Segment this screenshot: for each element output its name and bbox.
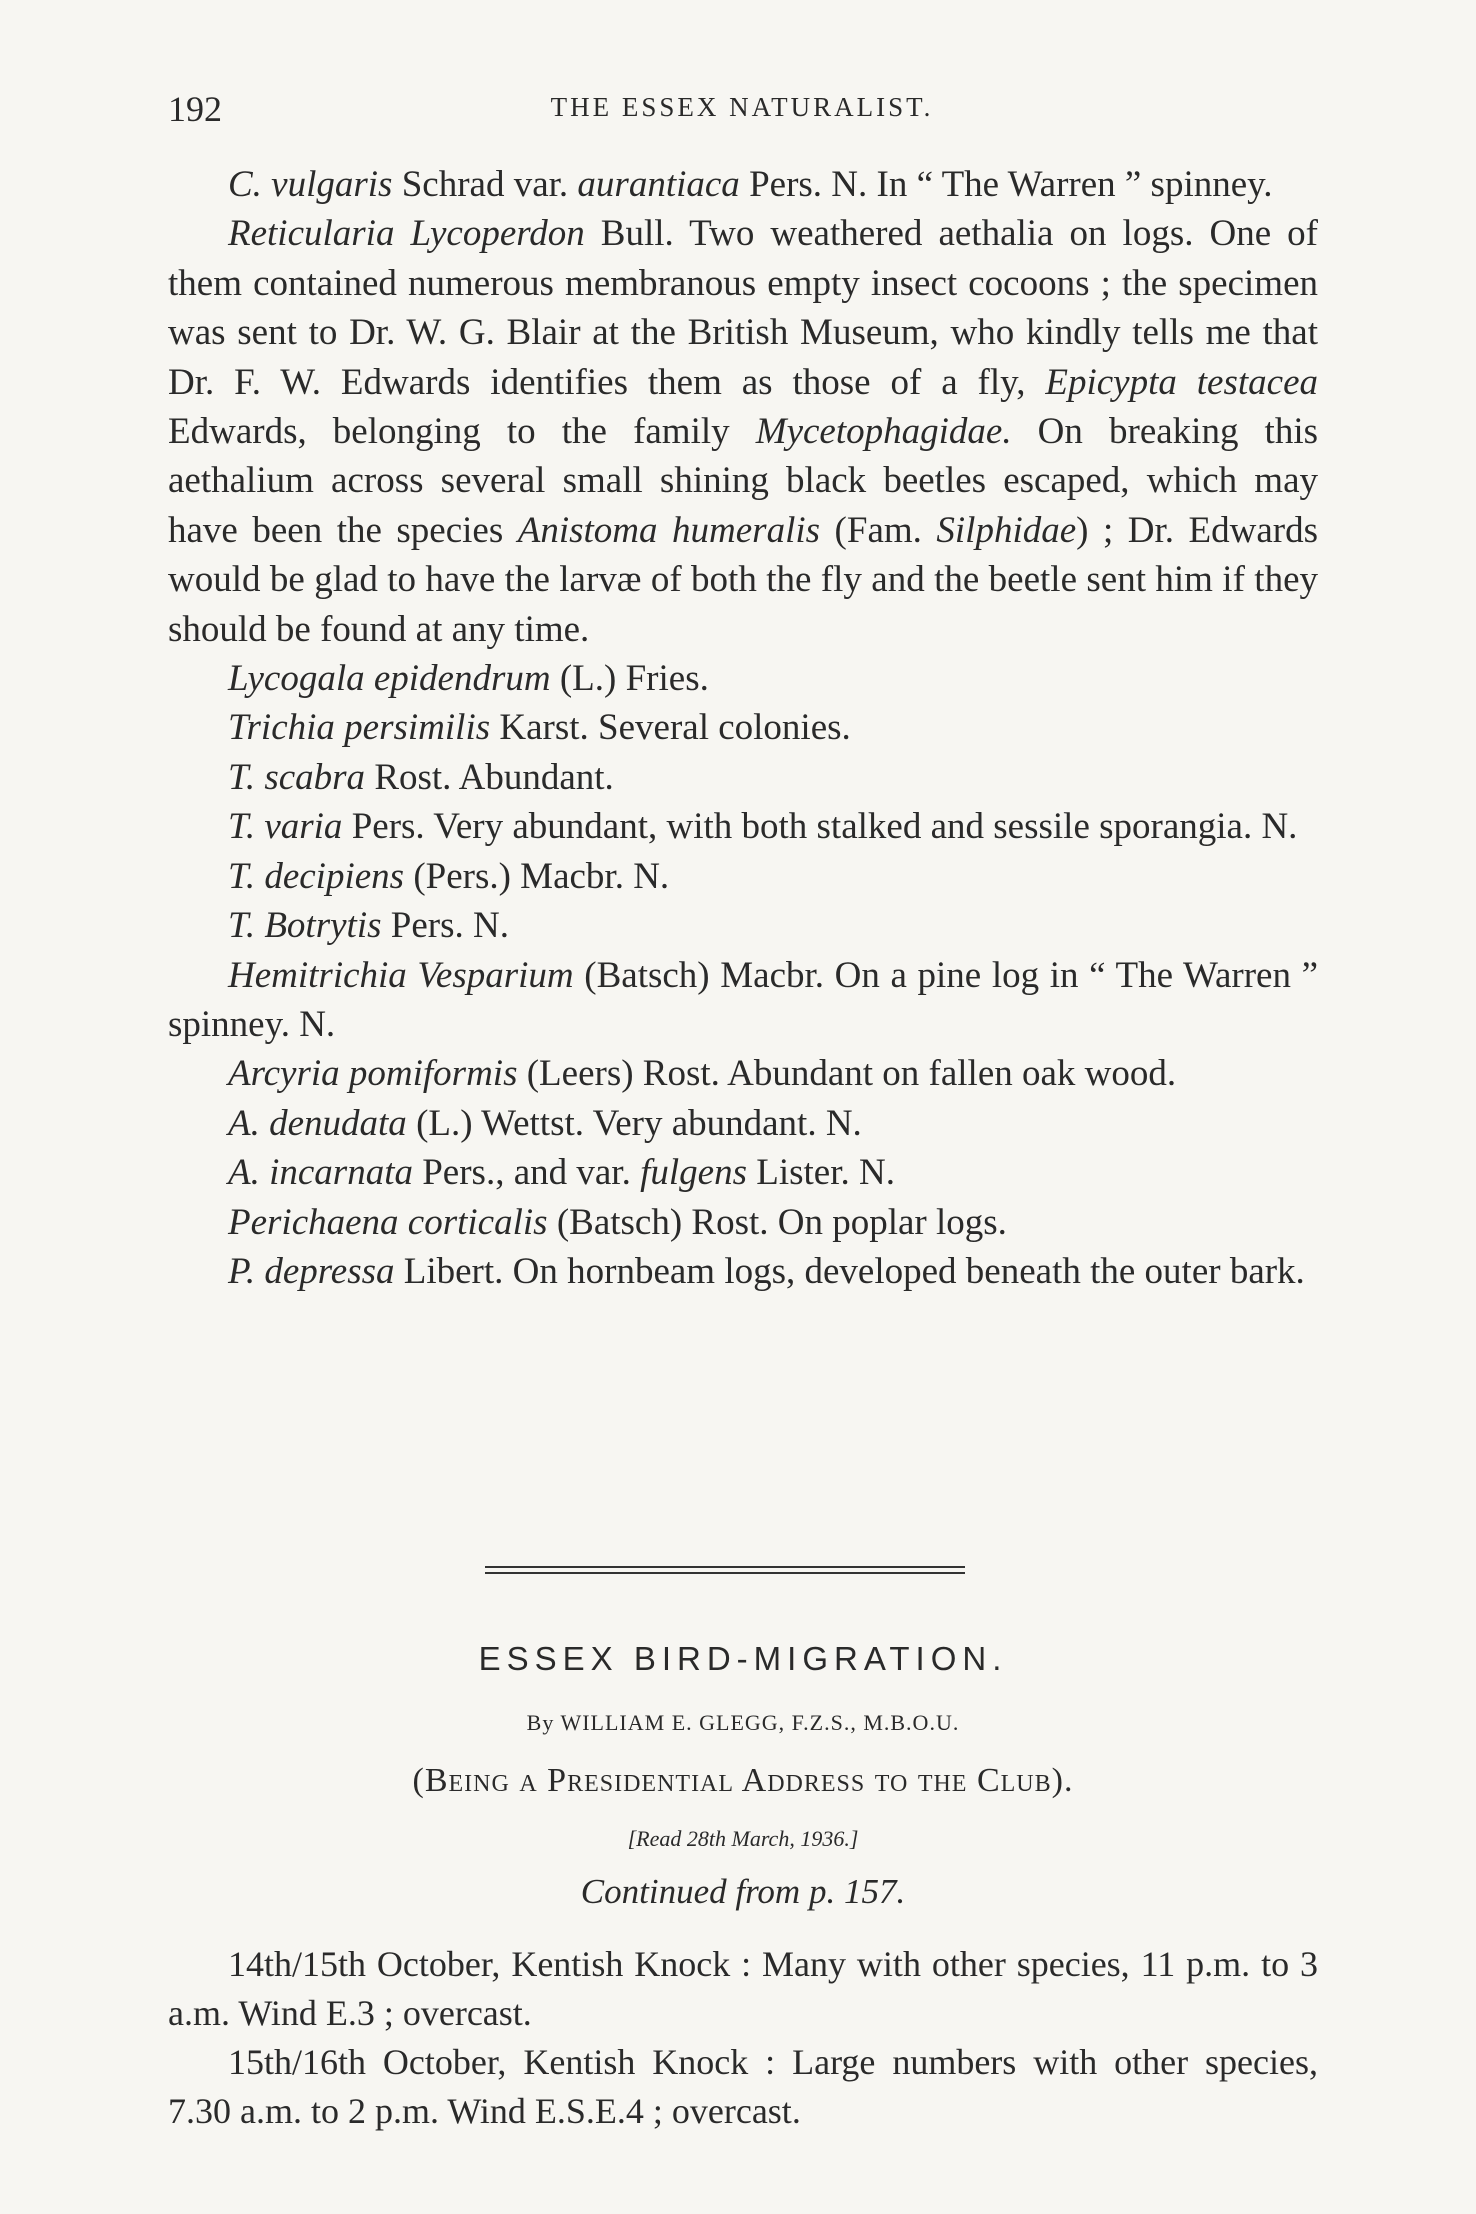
species-list bbox=[168, 160, 1318, 1296]
article-byline: By WILLIAM E. GLEGG, F.Z.S., M.B.O.U. bbox=[526, 1710, 960, 1735]
species-entry: T. scabra Rost. Abundant. bbox=[228, 756, 614, 798]
species-entry: T. varia Pers. Very abundant, with both stalked and sessile sporangia. N. bbox=[228, 806, 1298, 848]
species-entry: Reticularia Lycoperdon Bull. Two weathered aethalia on logs. One of them contained numerous membranous empty insect cocoons ; the specimen was sent to Dr. W. G. Blair at the British Museum, who kindly tells me that Dr. F. W. Edwards identifies them as those of a fly, Epicypta testacea Edwards, belonging to the family Mycetophagidae. On breaking this aethalium across several small shining black beetles escaped, which may have been the species Anistoma humeralis (Fam. Silphidae) ; Dr. Edwards would be glad to have the larvæ of both the fly and the beetle sent him if they should be found at any time. bbox=[168, 213, 1319, 650]
continued-note: Continued from p. 157. bbox=[580, 1872, 906, 1911]
migration-entry: 15th/16th October, Kentish Knock : Large numbers with other species, 7.30 a.m. to 2 p.m. Wind E.S.E.4 ; overcast. bbox=[168, 2042, 1318, 2131]
species-entry: P. depressa Libert. On hornbeam logs, developed beneath the outer bark. bbox=[228, 1250, 1305, 1292]
species-entry: Perichaena corticalis (Batsch) Rost. On poplar logs. bbox=[228, 1201, 1007, 1243]
article-title: ESSEX BIRD-MIGRATION. bbox=[478, 1640, 1008, 1677]
migration-entries bbox=[168, 1940, 1318, 2136]
species-entry: A. incarnata Pers., and var. fulgens Lister. N. bbox=[228, 1152, 895, 1194]
species-entry: C. vulgaris Schrad var. aurantiaca Pers. N. In “ The Warren ” spinney. bbox=[228, 164, 1273, 205]
page-number: 192 bbox=[168, 89, 222, 129]
species-entry: T. decipiens (Pers.) Macbr. N. bbox=[228, 855, 670, 897]
species-entry: Hemitrichia Vesparium (Batsch) Macbr. On a pine log in “ The Warren ” spinney. N. bbox=[168, 954, 1318, 1045]
species-entry: T. Botrytis Pers. N. bbox=[228, 905, 509, 947]
species-entry: Lycogala epidendrum (L.) Fries. bbox=[228, 658, 709, 700]
section-divider bbox=[485, 1566, 965, 1574]
read-date-note: [Read 28th March, 1936.] bbox=[627, 1826, 859, 1851]
journal-title: THE ESSEX NATURALIST. bbox=[550, 92, 934, 122]
species-entry: Arcyria pomiformis (Leers) Rost. Abundant on fallen oak wood. bbox=[228, 1053, 1177, 1095]
species-entry: Trichia persimilis Karst. Several colonies. bbox=[228, 707, 851, 749]
migration-entry: 14th/15th October, Kentish Knock : Many with other species, 11 p.m. to 3 a.m. Wind E.3 ; overcast. bbox=[168, 1944, 1318, 2033]
article-subtitle: (Being a Presidential Address to the Club). bbox=[412, 1762, 1074, 1799]
species-entry: A. denudata (L.) Wettst. Very abundant. N. bbox=[228, 1102, 862, 1144]
running-head bbox=[168, 88, 1316, 128]
